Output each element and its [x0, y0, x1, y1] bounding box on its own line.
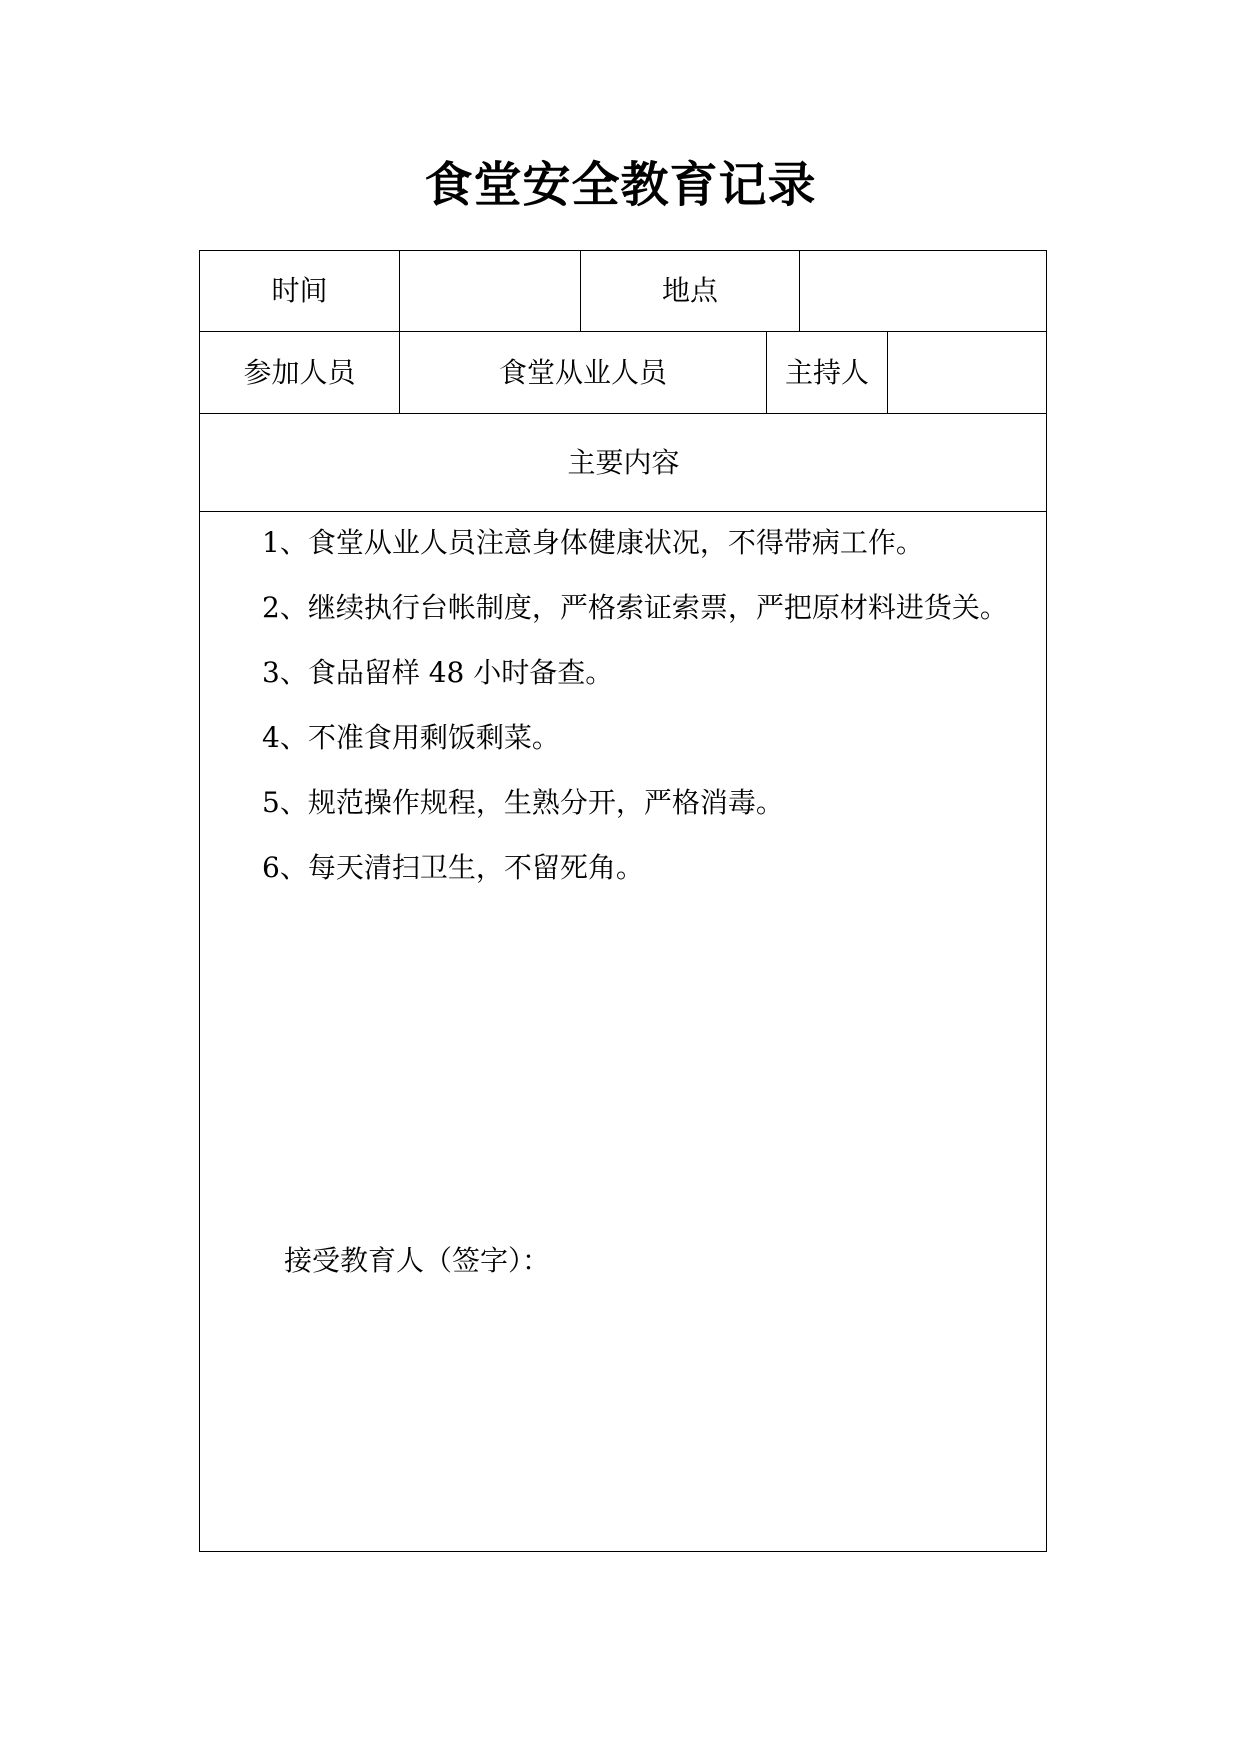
record-form-table	[199, 250, 1047, 1552]
participants-value[interactable]: 食堂从业人员	[498, 355, 667, 389]
time-field[interactable]	[400, 251, 580, 331]
document-title: 食堂安全教育记录	[424, 157, 817, 213]
content-item-5: 5、规范操作规程，生熟分开，严格消毒。	[262, 786, 784, 819]
content-item-6: 6、每天清扫卫生，不留死角。	[262, 851, 644, 884]
time-label: 时间	[271, 274, 328, 307]
signature-label[interactable]: 接受教育人（签字）：	[284, 1244, 551, 1277]
host-field[interactable]	[888, 332, 1047, 413]
location-label: 地点	[661, 274, 718, 307]
host-label: 主持人	[784, 355, 869, 389]
main-content-header: 主要内容	[567, 445, 680, 479]
content-item-1: 1、食堂从业人员注意身体健康状况，不得带病工作。	[262, 526, 924, 559]
content-item-3: 3、食品留样 48 小时备查。	[262, 656, 614, 689]
location-field[interactable]	[800, 251, 1047, 331]
row-divider-3	[200, 511, 1046, 512]
content-item-2: 2、继续执行台帐制度，严格索证索票，严把原材料进货关。	[262, 591, 1008, 624]
content-item-4: 4、不准食用剩饭剩菜。	[262, 721, 560, 754]
participants-label: 参加人员	[243, 355, 356, 389]
